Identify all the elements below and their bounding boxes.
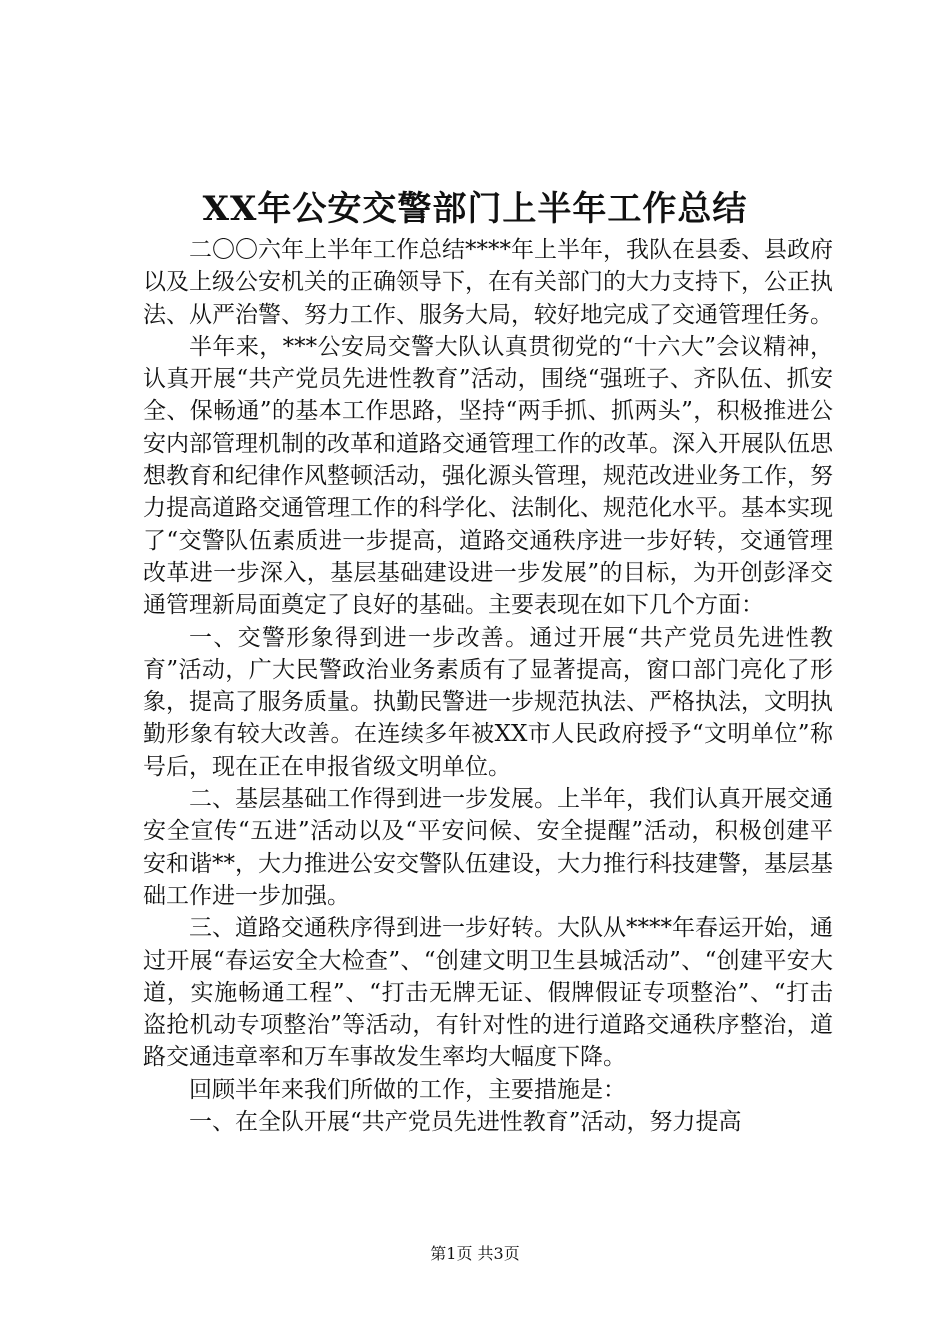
paragraph-overview: 半年来，***公安局交警大队认真贯彻党的“十六大”会议精神，认真开展“共产党员先进性教育”活动，围绕“强班子、齐队伍、抓安全、保畅通”的基本工作思路，坚持“两手抓、抓两头”，积极推进公安内部管理机制的改革和道路交通管理工作的改革。深入开展队伍思想教育和纪律作风整顿活动，强化源头管理，规范改进业务工作，努力提高道路交通管理工作的科学化、法制化、规范化水平。基本实现了“交警队伍素质进一步提高，道路交通秩序进一步好转，交通管理改革进一步深入，基层基础建设进一步发展”的目标，为开创彭泽交通管理新局面奠定了良好的基础。主要表现在如下几个方面： (143, 333, 833, 619)
paragraph-review: 回顾半年来我们所做的工作，主要措施是： (189, 1076, 626, 1103)
paragraph-measure-1: 一、在全队开展“共产党员先进性教育”活动，努力提高 (189, 1109, 742, 1136)
paragraph-point-1: 一、交警形象得到进一步改善。通过开展“共产党员先进性教育”活动，广大民警政治业务素质有了显著提高，窗口部门亮化了形象，提高了服务质量。执勤民警进一步规范执法、严格执法，文明执勤形象有较大改善。在连续多年被XX市人民政府授予“文明单位”称号后，现在正在申报省级文明单位。 (143, 624, 833, 780)
page-footer: 第1页 共3页 (430, 1244, 520, 1263)
paragraph-point-3: 三、道路交通秩序得到进一步好转。大队从****年春运开始，通过开展“春运安全大检查”、“创建文明卫生县城活动”、“创建平安大道，实施畅通工程”、“打击无牌无证、假牌假证专项整治”、“打击盗抢机动专项整治”等活动，有针对性的进行道路交通秩序整治，道路交通违章率和万车事故发生率均大幅度下降。 (143, 915, 833, 1071)
paragraph-intro: 二〇〇六年上半年工作总结****年上半年，我队在县委、县政府以及上级公安机关的正确领导下，在有关部门的大力支持下，公正执法、从严治警、努力工作、服务大局，较好地完成了交通管理任务。 (143, 237, 833, 328)
paragraph-point-2: 二、基层基础工作得到进一步发展。上半年，我们认真开展交通安全宣传“五进”活动以及“平安问候、安全提醒”活动，积极创建平安和谐**，大力推进公安交警队伍建设，大力推行科技建警，基层基础工作进一步加强。 (143, 786, 833, 909)
document-title: XX年公安交警部门上半年工作总结 (202, 189, 748, 229)
document-body (143, 234, 833, 1138)
